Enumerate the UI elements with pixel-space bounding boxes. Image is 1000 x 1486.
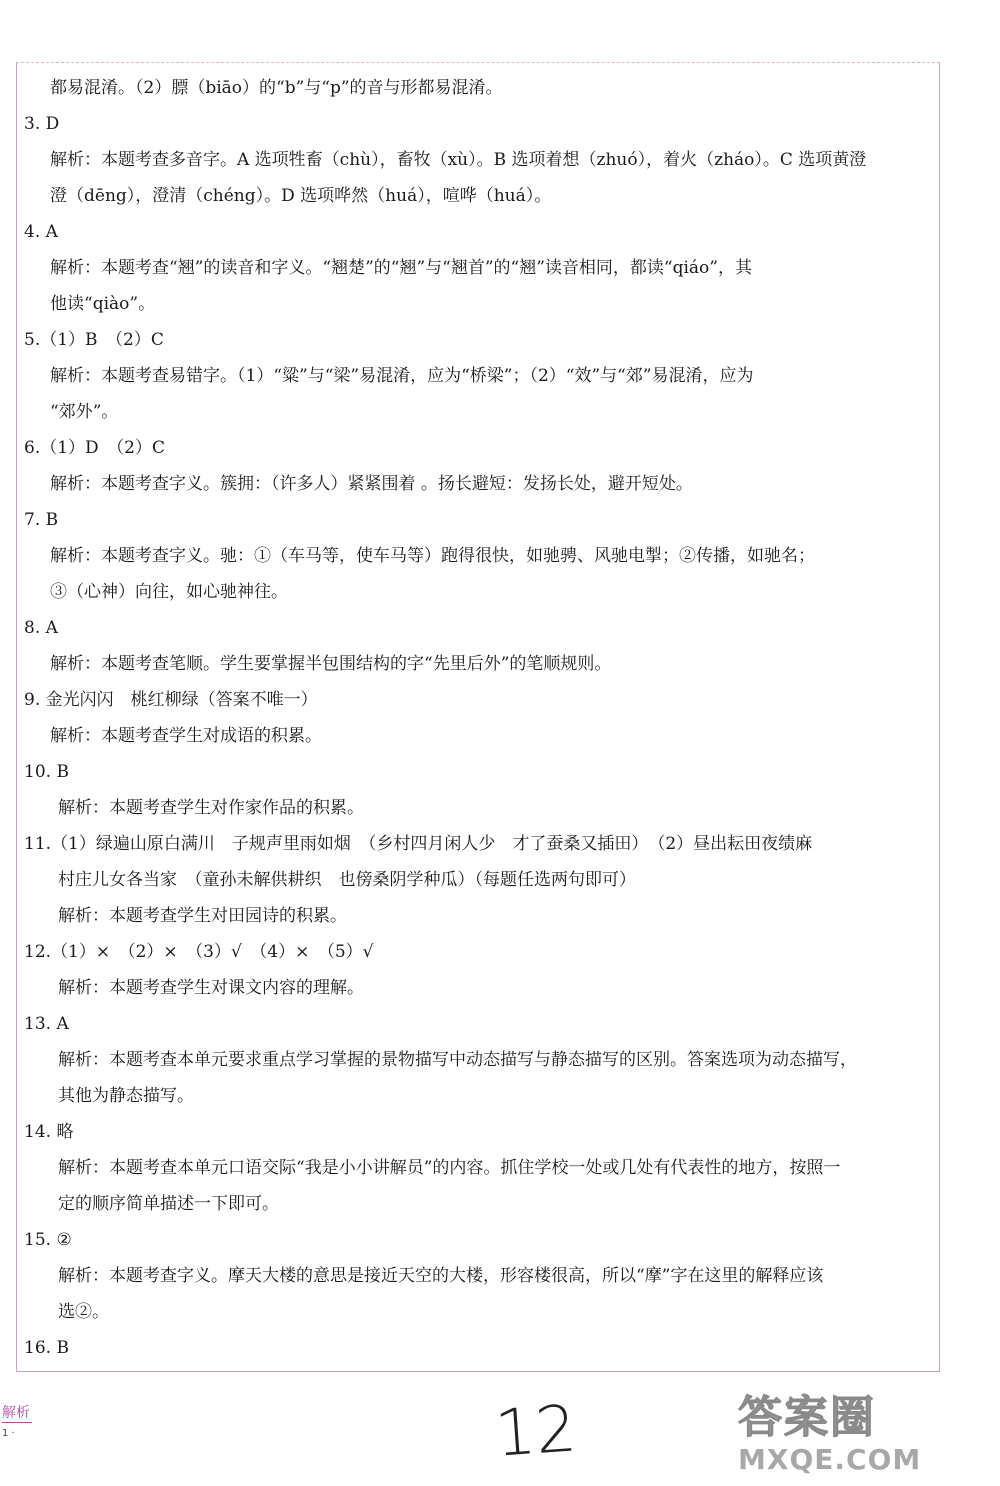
text-line: 解析：本题考查字义。簇拥：（许多人）紧紧围着 。扬长避短：发扬长处，避开短处。: [50, 474, 693, 494]
answer-content: [24, 70, 934, 1366]
text-line: 解析：本题考查笔顺。学生要掌握半包围结构的字“先里后外”的笔顺规则。: [50, 654, 612, 674]
text-line: 6.（1）D （2）C: [24, 438, 165, 458]
text-line: 解析：本题考查字义。驰：①（车马等，使车马等）跑得很快，如驰骋、风驰电掣；②传播，如驰名；: [50, 546, 815, 566]
watermark-url: MXQE.COM: [738, 1443, 922, 1476]
text-line: 解析：本题考查学生对田园诗的积累。: [58, 906, 347, 926]
text-line: 村庄儿女各当家 （童孙未解供耕织 也傍桑阴学种瓜）（每题任选两句即可）: [58, 870, 636, 890]
text-line: 解析：本题考查易错字。（1）“粱”与“梁”易混淆，应为“桥梁”；（2）“效”与“郊”易混淆，应为: [50, 366, 754, 386]
text-line: 解析：本题考查本单元要求重点学习掌握的景物描写中动态描写与静态描写的区别。答案选项为动态描写，: [58, 1050, 857, 1070]
text-line: 解析：本题考查字义。摩天大楼的意思是接近天空的大楼，形容楼很高，所以“摩”字在这里的解释应该: [58, 1266, 824, 1286]
text-line: 10. B: [24, 762, 69, 782]
text-line: 选②。: [58, 1302, 109, 1322]
text-line: 解析：本题考查本单元口语交际“我是小小讲解员”的内容。抓住学校一处或几处有代表性的地方，按照一: [58, 1158, 841, 1178]
text-line: 解析：本题考查学生对课文内容的理解。: [58, 978, 364, 998]
footer-label: 解析: [2, 1405, 30, 1421]
text-line: 澄（dēng），澄清（chéng）。D 选项哗然（huá），喧哗（huá）。: [50, 186, 552, 206]
text-line: 14. 略: [24, 1122, 74, 1142]
text-line: 其他为静态描写。: [58, 1086, 194, 1106]
text-line: 16. B: [24, 1338, 69, 1358]
text-line: 8. A: [24, 618, 58, 638]
text-line: 7. B: [24, 510, 59, 530]
text-line: 12.（1）× （2）× （3）√ （4）× （5）√: [24, 942, 374, 962]
text-line: “郊外”。: [50, 402, 119, 422]
text-line: 都易混淆。（2）膘（biāo）的“b”与“p”的音与形都易混淆。: [50, 78, 503, 98]
page-number: 12: [492, 1392, 579, 1472]
text-line: 解析：本题考查多音字。A 选项牲畜（chù），畜牧（xù）。B 选项着想（zhuó），着火（zháo）。C 选项黄澄: [50, 150, 867, 170]
text-line: 15. ②: [24, 1230, 72, 1250]
watermark: [738, 1392, 996, 1482]
text-line: 11.（1）绿遍山原白满川 子规声里雨如烟 （乡村四月闲人少 才了蚕桑又插田） （2）昼出耘田夜绩麻: [24, 834, 813, 854]
footer-sub: 1 ·: [2, 1428, 15, 1439]
text-line: 5.（1）B （2）C: [24, 330, 164, 350]
text-line: ③（心神）向往，如心驰神往。: [50, 582, 288, 602]
text-line: 他读“qiào”。: [50, 294, 156, 314]
text-line: 解析：本题考查学生对成语的积累。: [50, 726, 322, 746]
text-line: 3. D: [24, 114, 60, 134]
text-line: 13. A: [24, 1014, 69, 1034]
text-line: 解析：本题考查“翘”的读音和字义。“翘楚”的“翘”与“翘首”的“翘”读音相同，都读“qiáo”，其: [50, 258, 752, 278]
watermark-logo: 答案圈: [738, 1392, 876, 1443]
text-line: 定的顺序简单描述一下即可。: [58, 1194, 279, 1214]
text-line: 9. 金光闪闪 桃红柳绿（答案不唯一）: [24, 690, 318, 710]
text-line: 4. A: [24, 222, 58, 242]
text-line: 解析：本题考查学生对作家作品的积累。: [58, 798, 364, 818]
